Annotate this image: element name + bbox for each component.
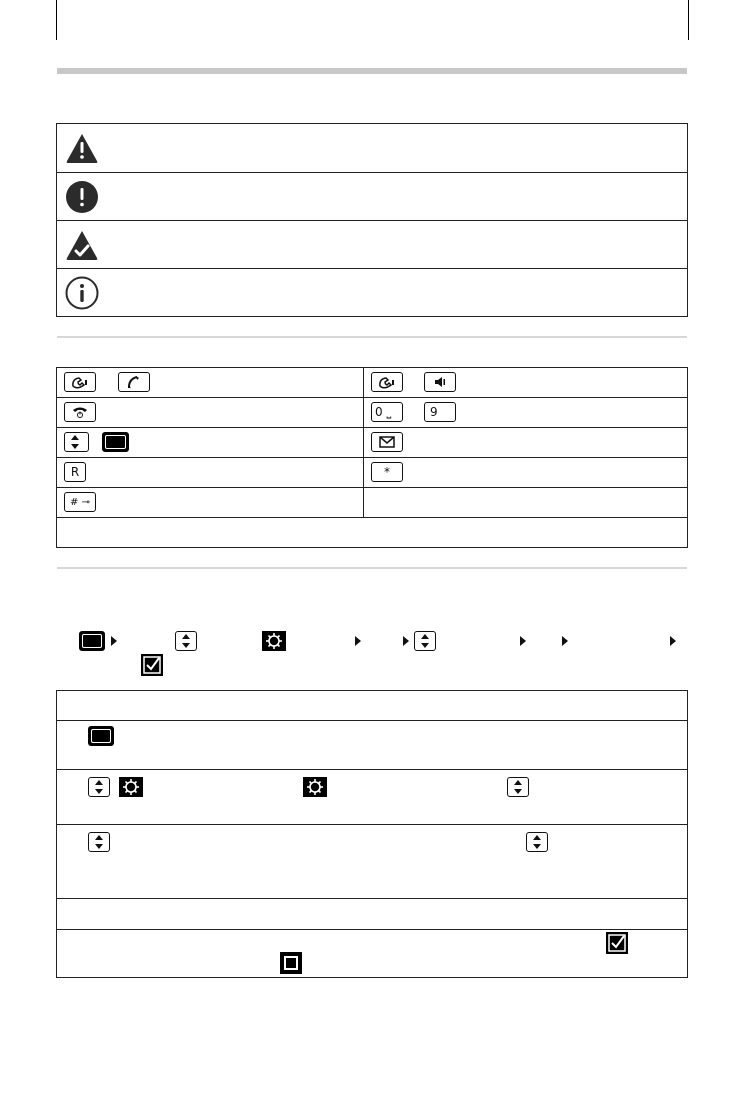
section-separator xyxy=(57,336,687,338)
digit-9-label: 9 xyxy=(430,405,438,419)
procedure-table xyxy=(56,690,688,978)
control-key-icon xyxy=(88,777,110,797)
safety-row-info xyxy=(57,268,687,316)
arrow-icon xyxy=(111,636,117,646)
checkbox-unchecked-icon xyxy=(280,952,302,974)
arrow-icon xyxy=(403,636,409,646)
arrow-icon xyxy=(562,636,568,646)
safety-row-prerequisite xyxy=(57,220,687,268)
recall-key xyxy=(64,462,86,482)
speaker-key-icon xyxy=(424,372,456,392)
control-key-icon xyxy=(88,832,110,852)
control-key-icon xyxy=(414,631,436,651)
exclamation-circle-icon xyxy=(65,180,99,214)
crop-mark-left xyxy=(56,0,57,40)
settings-gear-icon xyxy=(262,631,286,651)
star-key xyxy=(371,462,403,482)
header-rule xyxy=(57,68,687,74)
handset-key-icon xyxy=(118,372,150,392)
checkbox-checked-icon xyxy=(606,932,628,954)
talk-key-icon xyxy=(371,372,403,392)
control-key-icon xyxy=(175,631,197,651)
message-key-icon xyxy=(371,432,403,452)
arrow-icon xyxy=(520,636,526,646)
display-key-icon xyxy=(102,432,129,452)
section-separator xyxy=(57,567,687,569)
hash-key-label: # ⊸ xyxy=(70,496,90,508)
keys-table xyxy=(56,367,688,548)
checkbox-checked-icon xyxy=(141,654,163,676)
display-key-icon xyxy=(79,631,105,651)
arrow-icon xyxy=(670,636,676,646)
safety-row-caution xyxy=(57,172,687,220)
hash-key xyxy=(64,492,96,512)
star-key-label: * xyxy=(384,465,390,479)
info-circle-icon xyxy=(65,276,99,310)
warning-triangle-icon xyxy=(65,131,99,165)
arrow-icon xyxy=(355,636,361,646)
check-triangle-icon xyxy=(65,228,99,262)
crop-mark-right xyxy=(688,0,689,40)
safety-row-warning xyxy=(57,124,687,172)
digit-0-label: 0 ⎵ xyxy=(375,404,392,419)
control-key-icon xyxy=(507,777,529,797)
talk-key-icon xyxy=(64,372,96,392)
control-key-icon xyxy=(64,432,89,452)
safety-notice-table xyxy=(56,123,688,317)
digit-9-key xyxy=(424,402,456,422)
recall-key-label: R xyxy=(70,465,80,479)
control-key-icon xyxy=(526,832,548,852)
display-key-icon xyxy=(88,726,114,746)
digit-0-key xyxy=(371,402,403,422)
end-call-key-icon xyxy=(64,402,96,422)
settings-gear-icon xyxy=(303,777,327,797)
settings-gear-icon xyxy=(119,777,143,797)
